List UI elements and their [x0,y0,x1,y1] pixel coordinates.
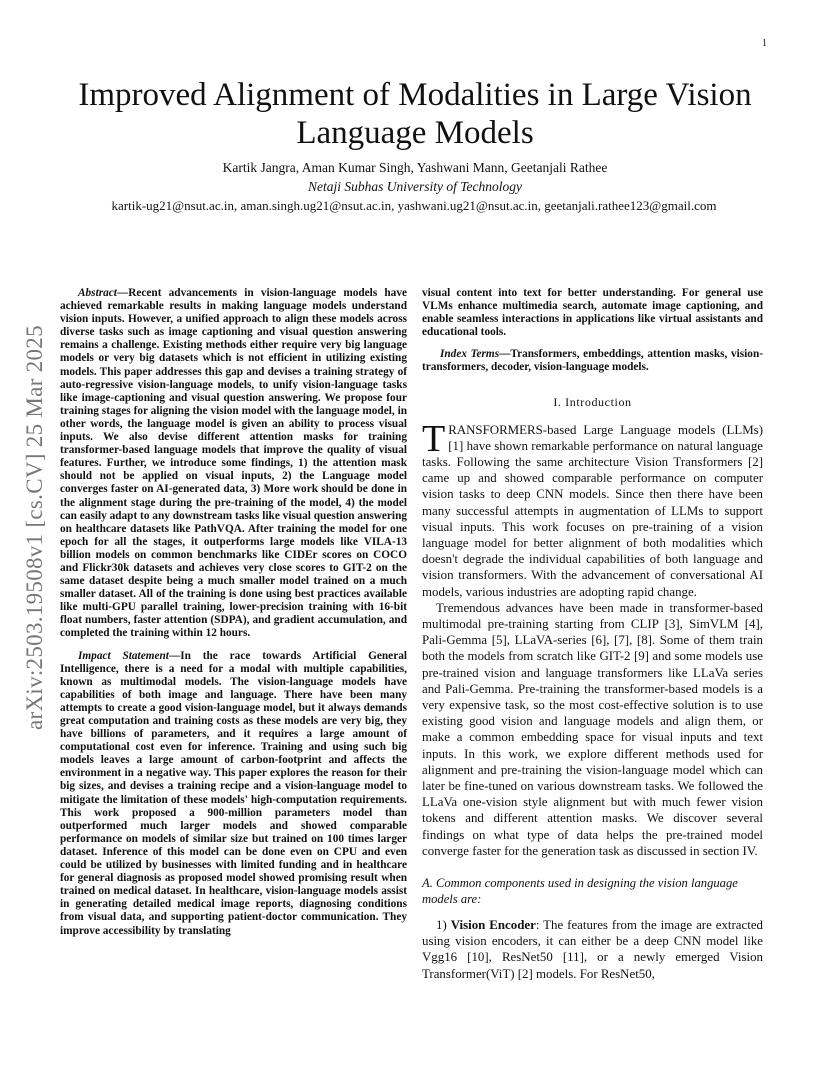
index-terms-text: —Transformers, embeddings, attention masks, vision-transformers, decoder, vision-language models. [422,348,763,374]
impact-statement-label: Impact Statement [78,649,169,662]
abstract [60,287,407,641]
vision-encoder-paragraph [422,917,763,982]
intro-paragraph-1 [422,417,763,600]
vision-encoder-label: Vision Encoder [450,918,536,933]
abstract-text: —Recent advancements in vision-language models have achieved remarkable results in making language models understand vision inputs. However, a unified approach to align these models across diverse tasks such as image captioning and visual question answering remains a challenge. Existing methods either require very big language models or very big datasets which is not efficient in utilizing existing models. This paper addresses this gap and devises a training strategy of auto-regressive vision-language models, to unify vision-language tasks like image-captioning and visual question answering. We propose four training stages for aligning the vision model with the language model, in other words, the language model is given an ability to process visual inputs. We also devise different attention masks for training transformer-based language models that improve the quality of visual features. Further, we introduce some findings, 1) the attention mask should not be applied on visual inputs, 2) the Language model converges faster on AI-generated data, 3) More work should be done in the alignment stage during the pre-training of the model, 4) the model can easily adapt to any downstream tasks like visual question answering on healthcare datasets like PathVQA. After training the model for one epoch for all the stages, it outperforms large models like VILA-13 billion models on common benchmarks like CIDEr scores on COCO and Flickr30k datasets and achieves very close scores to GIT-2 on the same dataset despite being a much smaller model trained on a much smaller dataset. All of the training is done using best practices available like multi-GPU parallel training, lower-precision training with 16-bit float numbers, faster attention (SDPA), and gradient accumulation, and completed the training within 12 hours. [60,287,407,640]
intro-paragraph-2: Tremendous advances have been made in transformer-based multimodal pre-training starting from CLIP [3], SimVLM [4], Pali-Gemma [5], LLaVA-series [6], [7], [8]. Some of them train both the models from scratch like GIT-2 [9] and some models use pre-trained vision and language transformers like LLaVa series and Pali-Gemma. Pre-training the transformer-based models is a very expensive task, so the most cost-effective solution is to use existing good vision and language models and align them, or make a common embedding space for visual inputs and text inputs. In this work, we explore different methods used for alignment and pre-training the vision-language model which can later be fine-tuned on various downstream tasks. We followed the LLaVa one-vision style alignment but with much fewer vision tokens and different attention masks. We discover several findings on what type of data helps the pre-trained model converge faster for the generation task as discussed in section IV. [422,600,763,858]
abstract-label: Abstract [78,287,117,299]
left-column [60,287,407,938]
drop-cap: T [422,417,446,460]
vision-encoder-text: : The features from the image are extracted using vision encoders, it can either be a deep CNN model like Vgg16 [10], ResNet50 [11], or a newly emerged Vision Transformer(ViT) [2] models. For ResNet50, [422,918,763,981]
page-number: 1 [762,38,767,49]
section-heading-introduction: I. Introduction [553,394,632,409]
impact-statement-continuation: visual content into text for better understanding. For general use VLMs enhance multimedia search, automate image captioning, and enable seamless interactions in applications like virtual assistants and educational tools. [422,287,763,339]
impact-statement [60,650,407,938]
subsection-heading-a: A. Common components used in designing the vision language models are: [422,876,738,907]
paper-title: Improved Alignment of Modalities in Large Vision Language Models [78,77,752,151]
author-emails: kartik-ug21@nsut.ac.in, aman.singh.ug21@nsut.ac.in, yashwani.ug21@nsut.ac.in, geetanjali.rathee123@gmail.com [111,198,717,213]
impact-statement-text: —In the race towards Artificial General Intelligence, there is a need for a modal with multiple capabilities, known as multimodal models. The vision-language models have capabilities of both image and language. There have been many attempts to create a good vision-language model, but it always demands great computation and training costs as these models are very big, they have billions of parameters, and it requires a large amount of computational cost even for inference. Training and using such big models leaves a large amount of carbon-footprint and affects the environment in a negative way. This paper explores the reason for their big sizes, and devises a training recipe and a vision-language model to mitigate the limitation of these models' high-computation requirements. This work proposed a 900-million parameters model than outperformed much larger models and showed comparable performance on models of similar size but trained on 100 times larger dataset. Inference of this model can be done even on CPU and even could be utilized by businesses with limited funding and in healthcare for general diagnosis as proposed model showed promising result when trained on medical dataset. In healthcare, vision-language models assist in generating detailed medical image reports, diagnosing conditions from visual data, and supporting patient-doctor communication. They improve accessibility by translating [60,649,408,937]
intro-paragraph-1-text: RANSFORMERS-based Large Language models (LLMs) [1] have shown remarkable performance on natural language tasks. Following the same architecture Vision Transformers [2] came up and showed comparable performance on computer vision tasks to deep CNN models. Since then there have been many successful attempts in augmentation of LLMs to support visual inputs. This work focuses on pre-training of a vision language model for better alignment of both modalities which doesn't degrade the individual capabilities of both language and vision transformers. With the advancement of conversational AI models, various industries are adopting rapid change. [422,422,763,599]
author-list: Kartik Jangra, Aman Kumar Singh, Yashwani Mann, Geetanjali Rathee [222,160,608,175]
right-column [422,287,763,982]
arxiv-stamp: arXiv:2503.19508v1 [cs.CV] 25 Mar 2025 [22,325,47,730]
index-terms-label: Index Terms [440,348,500,361]
affiliation: Netaji Subhas University of Technology [308,179,522,194]
list-item-number: 1) [436,918,451,933]
index-terms [422,348,763,374]
